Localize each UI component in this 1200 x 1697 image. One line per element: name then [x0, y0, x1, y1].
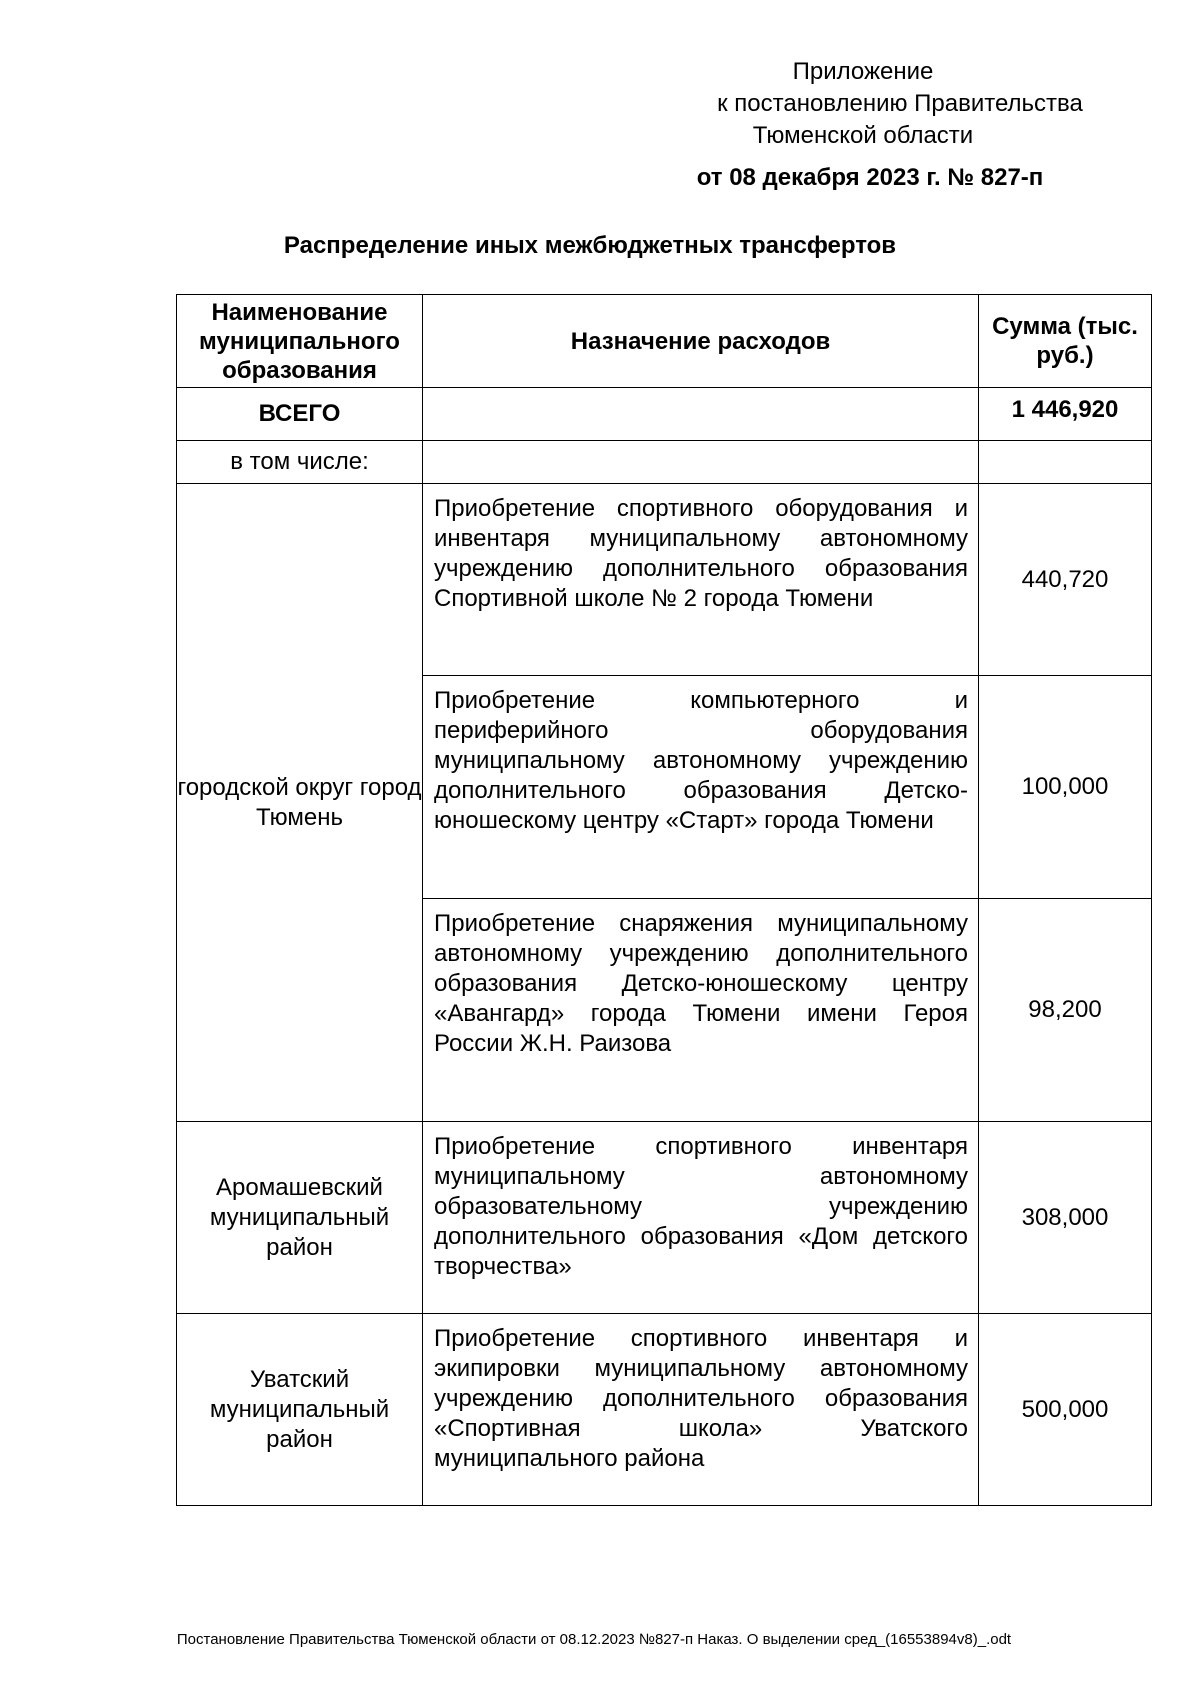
total-row	[177, 388, 1152, 441]
table-header-row	[177, 295, 1152, 388]
amount-cell: 100,000	[979, 676, 1152, 899]
municipality-cell: городской округ город Тюмень	[177, 484, 423, 1122]
table-row	[177, 1122, 1152, 1314]
total-label: ВСЕГО	[177, 388, 423, 441]
municipality-cell: Аромашевский муниципальный район	[177, 1122, 423, 1314]
table-row	[177, 1314, 1152, 1506]
purpose-cell: Приобретение спортивного оборудования и инвентаря муниципальному автономному учреждению дополнительного образования Спортивной школе № 2 города Тюмени	[423, 484, 979, 676]
including-amount-empty	[979, 441, 1152, 484]
including-row	[177, 441, 1152, 484]
column-header-purpose: Назначение расходов	[423, 295, 979, 388]
amount-cell: 500,000	[979, 1314, 1152, 1506]
appendix-region: Тюменской области	[752, 122, 974, 149]
appendix-header	[640, 56, 1160, 194]
purpose-cell: Приобретение компьютерного и периферийного оборудования муниципальному автономному учреждению дополнительного образования Детско-юношескому центру «Старт» города Тюмени	[423, 676, 979, 899]
purpose-cell: Приобретение снаряжения муниципальному автономному учреждению дополнительного образования Детско-юношескому центру «Авангард» города Тюмени имени Героя России Ж.Н. Раизова	[423, 899, 979, 1122]
including-purpose-empty	[423, 441, 979, 484]
amount-cell: 440,720	[979, 484, 1152, 676]
document-footer: Постановление Правительства Тюменской области от 08.12.2023 №827-п Наказ. О выделении сред_(16553894v8)_.odt	[176, 1631, 1012, 1648]
appendix-reference: к постановлению Правительства	[717, 90, 1083, 117]
table-row	[177, 484, 1152, 676]
amount-cell: 308,000	[979, 1122, 1152, 1314]
transfers-table	[176, 294, 1152, 1506]
total-purpose-empty	[423, 388, 979, 441]
document-title: Распределение иных межбюджетных трансфертов	[283, 232, 897, 259]
municipality-cell: Уватский муниципальный район	[177, 1314, 423, 1506]
appendix-date-number: от 08 декабря 2023 г. № 827-п	[696, 164, 1044, 191]
purpose-cell: Приобретение спортивного инвентаря и экипировки муниципальному автономному учреждению дополнительного образования «Спортивная школа» Уватского муниципального района	[423, 1314, 979, 1506]
including-label: в том числе:	[177, 441, 423, 484]
appendix-label: Приложение	[792, 58, 934, 85]
column-header-amount: Сумма (тыс. руб.)	[979, 295, 1152, 388]
purpose-cell: Приобретение спортивного инвентаря муниципальному автономному образовательному учреждению дополнительного образования «Дом детского творчества»	[423, 1122, 979, 1314]
column-header-municipality: Наименование муниципального образования	[177, 295, 423, 388]
amount-cell: 98,200	[979, 899, 1152, 1122]
total-amount: 1 446,920	[979, 388, 1152, 441]
